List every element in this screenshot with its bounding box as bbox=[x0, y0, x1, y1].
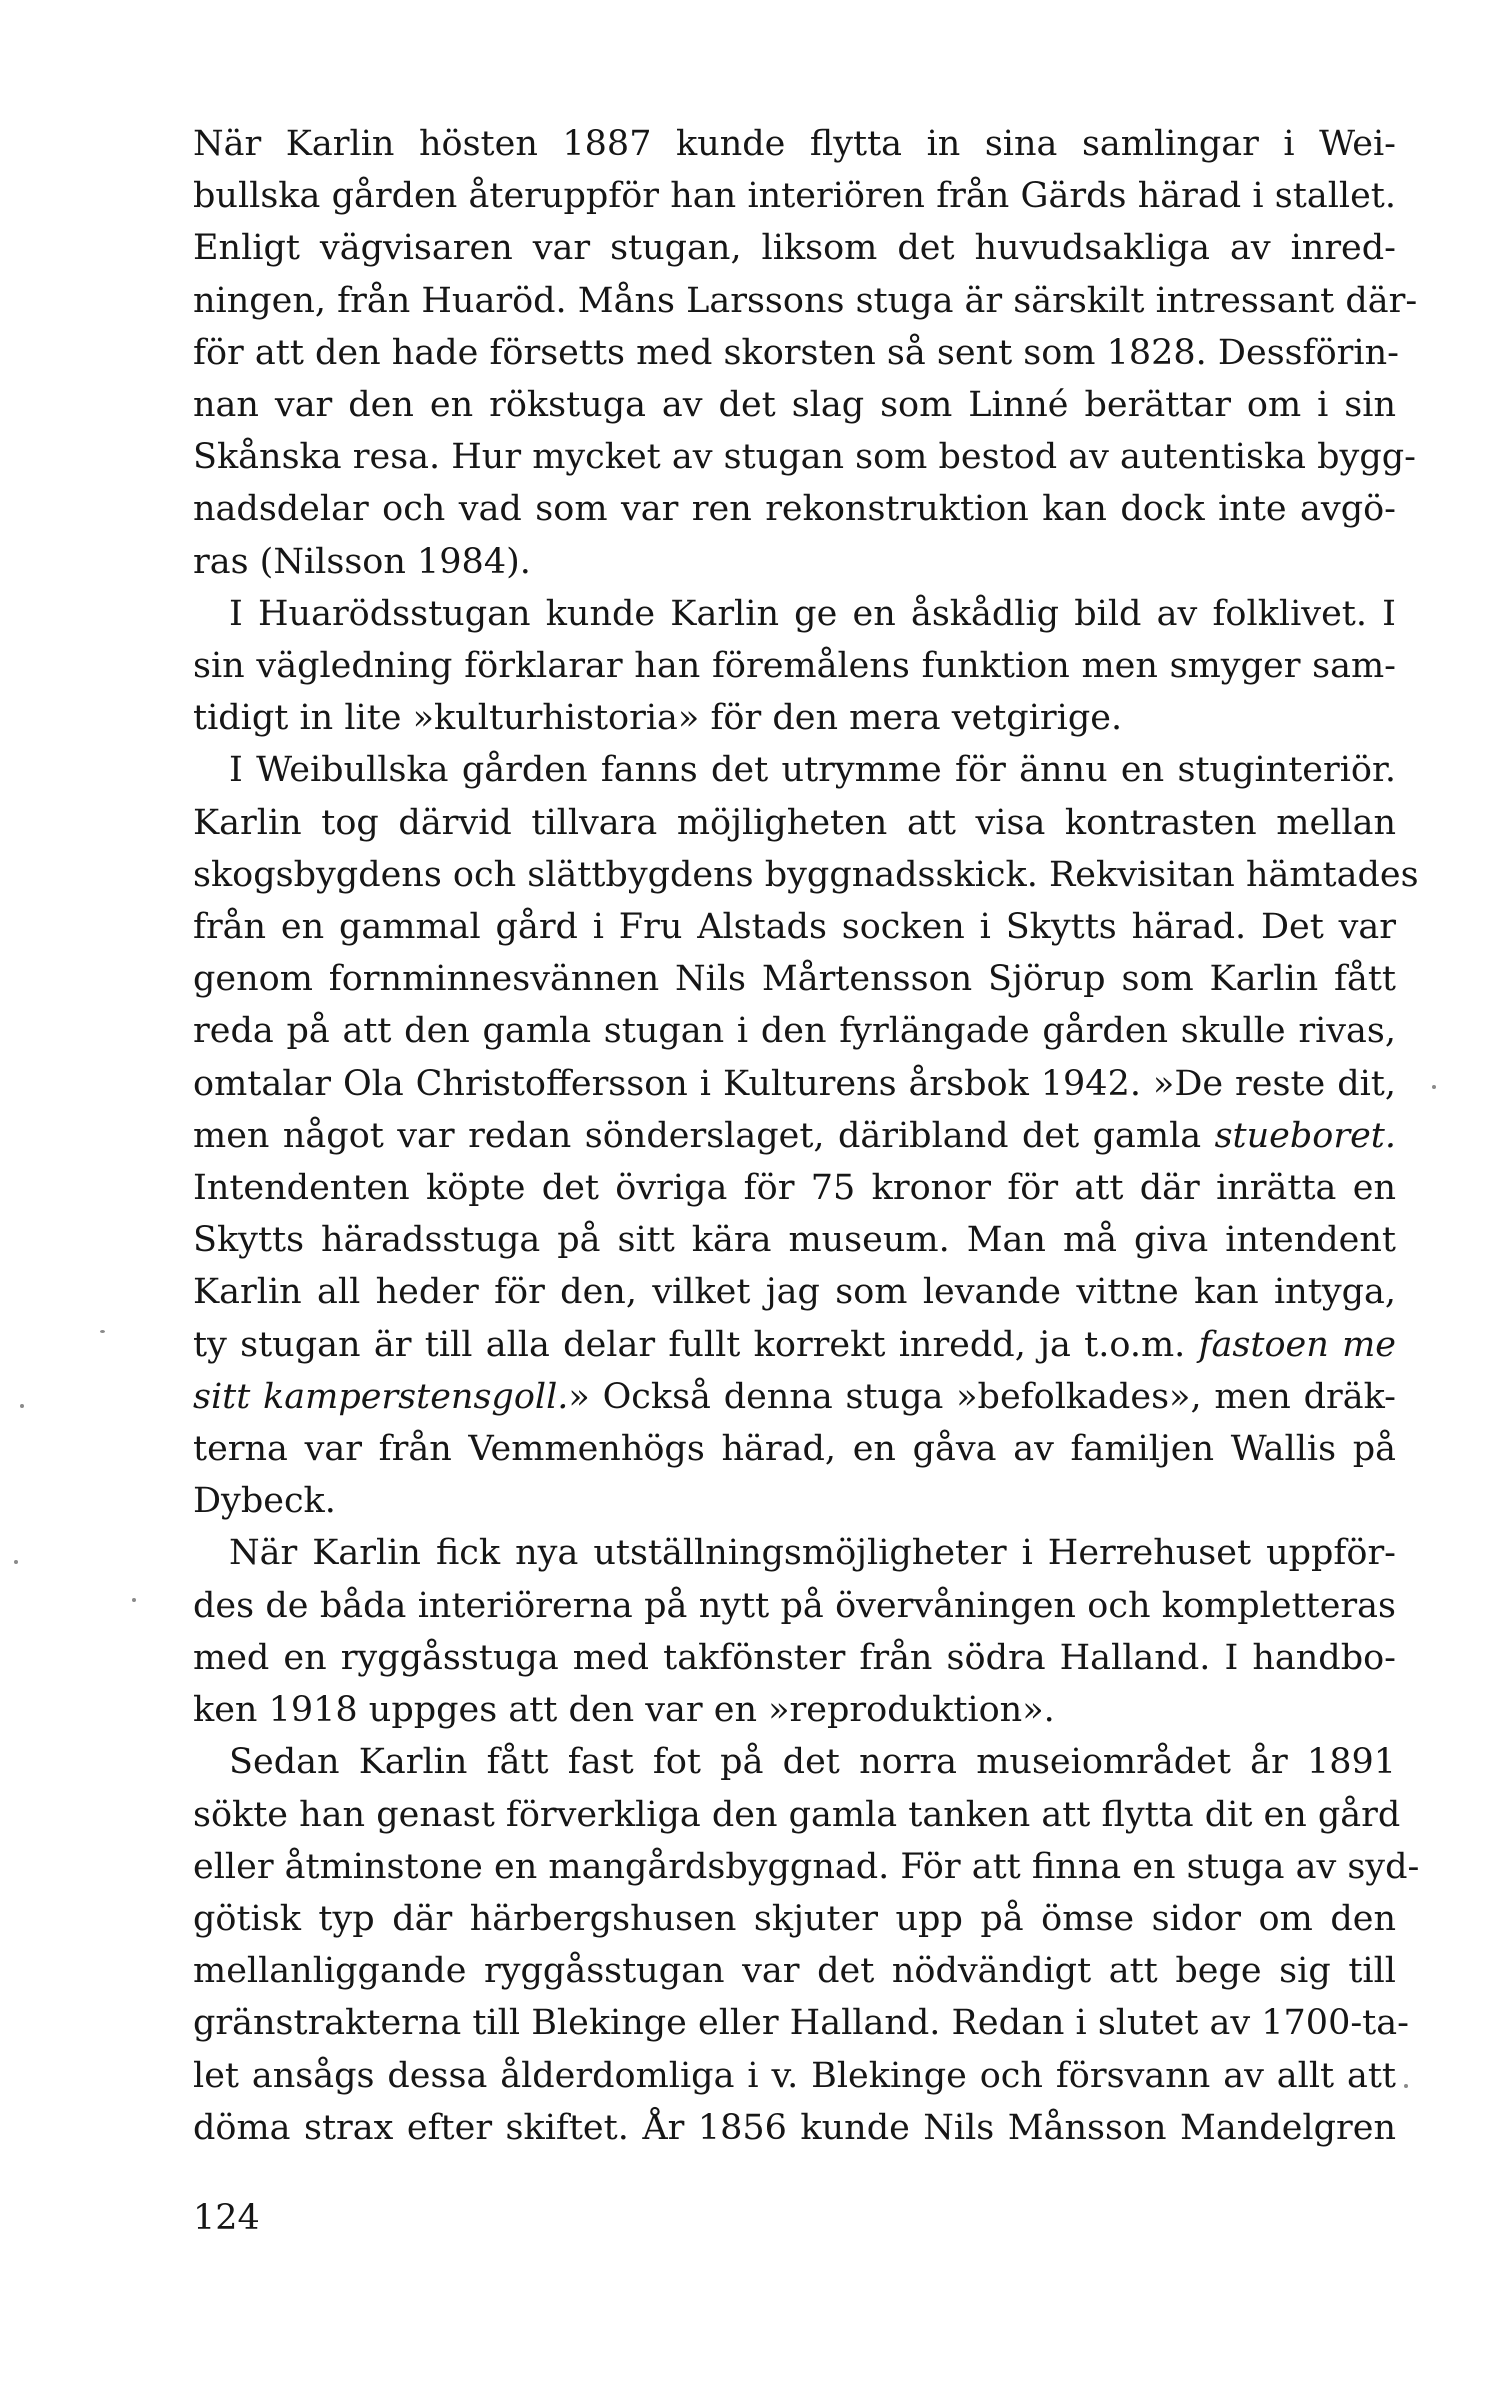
text-line: Karlin tog därvid tillvara möjligheten att visa kontrasten mellan bbox=[193, 802, 1396, 843]
text-line: Sedan Karlin fått fast fot på det norra museiområdet år 1891 bbox=[229, 1742, 1396, 1783]
text-line: Skytts häradsstuga på sitt kära museum. Man må giva intendent bbox=[193, 1220, 1396, 1261]
text-line: När Karlin fick nya utställningsmöjligheter i Herrehuset uppför- bbox=[229, 1533, 1396, 1574]
text-line: sin vägledning förklarar han föremålens funktion men smyger sam- bbox=[193, 646, 1396, 687]
text-line: I Weibullska gården fanns det utrymme för ännu en stuginteriör. bbox=[229, 750, 1396, 791]
text-line: sitt kamperstensgoll.» Också denna stuga »befolkades», men dräk- bbox=[193, 1376, 1396, 1417]
text-line: bullska gården återuppför han interiören från Gärds härad i stallet. bbox=[193, 176, 1396, 217]
text-line: Enligt vägvisaren var stugan, liksom det huvudsakliga av inred- bbox=[193, 228, 1396, 269]
text-line: Dybeck. bbox=[193, 1481, 336, 1522]
text-line: reda på att den gamla stugan i den fyrlängade gården skulle rivas, bbox=[193, 1011, 1396, 1052]
italic-phrase: stueboret. bbox=[1214, 1115, 1396, 1156]
scan-speck bbox=[1404, 2084, 1408, 2088]
text-line: ningen, från Huaröd. Måns Larssons stuga är särskilt intressant där- bbox=[193, 280, 1418, 321]
paragraph bbox=[193, 744, 1419, 1527]
scan-speck bbox=[132, 1598, 136, 1602]
text-line: des de båda interiörerna på nytt på övervåningen och kompletteras bbox=[193, 1585, 1396, 1626]
text-line: sökte han genast förverkliga den gamla tanken att flytta dit en gård bbox=[193, 1794, 1401, 1835]
text-line: terna var från Vemmenhögs härad, en gåva av familjen Wallis på bbox=[193, 1429, 1396, 1470]
text-line: för att den hade försetts med skorsten så sent som 1828. Dessförin- bbox=[193, 332, 1399, 373]
text-line: med en ryggåsstuga med takfönster från södra Halland. I handbo- bbox=[193, 1637, 1396, 1678]
paragraph bbox=[193, 1736, 1420, 2154]
italic-phrase: fastoen me bbox=[1198, 1324, 1396, 1365]
text-line: eller åtminstone en mangårdsbyggnad. För att finna en stuga av syd- bbox=[193, 1846, 1420, 1887]
paragraph bbox=[193, 588, 1396, 745]
text-line: Intendenten köpte det övriga för 75 kronor för att där inrätta en bbox=[193, 1168, 1396, 1209]
scan-speck bbox=[20, 1404, 24, 1408]
text-line: men något var redan sönderslaget, däribland det gamla stueboret. bbox=[193, 1115, 1396, 1156]
scan-speck bbox=[1432, 1085, 1436, 1089]
text-line: gränstrakterna till Blekinge eller Halland. Redan i slutet av 1700-ta- bbox=[193, 2003, 1409, 2044]
body-text bbox=[193, 118, 1420, 2154]
text-line: från en gammal gård i Fru Alstads socken i Skytts härad. Det var bbox=[193, 907, 1396, 948]
text-line: Skånska resa. Hur mycket av stugan som bestod av autentiska bygg- bbox=[193, 437, 1416, 478]
text-line: mellanliggande ryggåsstugan var det nödvändigt att bege sig till bbox=[193, 1951, 1396, 1992]
text-line: tidigt in lite »kulturhistoria» för den mera vetgirige. bbox=[193, 698, 1123, 739]
text-line: ras (Nilsson 1984). bbox=[193, 541, 531, 582]
text-line: omtalar Ola Christoffersson i Kulturens årsbok 1942. »De reste dit, bbox=[193, 1063, 1396, 1104]
text-line: nadsdelar och vad som var ren rekonstruktion kan dock inte avgö- bbox=[193, 489, 1396, 530]
text-line: I Huarödsstugan kunde Karlin ge en åskådlig bild av folklivet. I bbox=[229, 593, 1396, 634]
text-line: genom fornminnesvännen Nils Mårtensson Sjörup som Karlin fått bbox=[193, 959, 1396, 1000]
paragraph bbox=[193, 118, 1418, 588]
text-line: döma strax efter skiftet. År 1856 kunde Nils Månsson Mandelgren bbox=[193, 2107, 1396, 2148]
paragraph bbox=[193, 1527, 1396, 1736]
text-line: nan var den en rökstuga av det slag som Linné berättar om i sin bbox=[193, 385, 1396, 426]
text-line: ty stugan är till alla delar fullt korrekt inredd, ja t.o.m. fastoen me bbox=[193, 1324, 1396, 1365]
scan-speck bbox=[100, 1330, 105, 1333]
text-line: ken 1918 uppges att den var en »reproduktion». bbox=[193, 1690, 1055, 1731]
italic-phrase: sitt kamperstensgoll. bbox=[193, 1376, 569, 1417]
scan-speck bbox=[14, 1560, 18, 1564]
text-line: skogsbygdens och slättbygdens byggnadsskick. Rekvisitan hämtades bbox=[193, 854, 1419, 895]
text-line: När Karlin hösten 1887 kunde flytta in sina samlingar i Wei- bbox=[193, 124, 1396, 164]
text-line: Karlin all heder för den, vilket jag som levande vittne kan intyga, bbox=[193, 1272, 1396, 1313]
page-number: 124 bbox=[193, 2198, 260, 2238]
text-line: götisk typ där härbergshusen skjuter upp på ömse sidor om den bbox=[193, 1898, 1396, 1939]
text-line: let ansågs dessa ålderdomliga i v. Blekinge och försvann av allt att bbox=[193, 2055, 1396, 2096]
